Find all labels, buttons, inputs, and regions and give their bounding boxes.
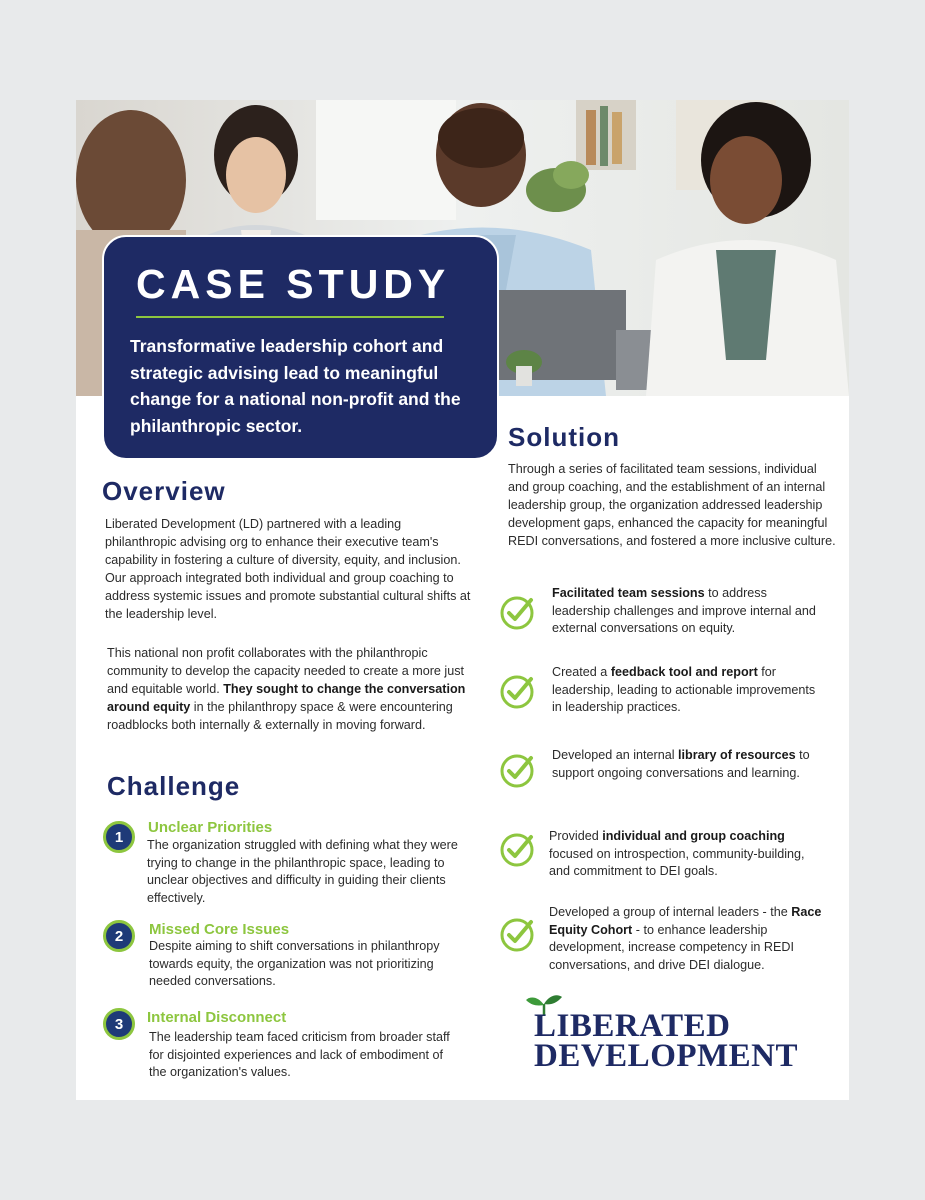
overview-paragraph-2 [107, 644, 473, 734]
solution-item-5-bold: Race Equity Cohort [549, 905, 822, 937]
challenge-text-2: Despite aiming to shift conversations in philanthropy towards equity, the organization was not prioritizing needed conversations. [149, 939, 440, 988]
solution-item-5-pre: Developed a group of internal leaders - the [549, 905, 792, 919]
overview-paragraph-1: Liberated Development (LD) partnered with a leading philanthropic advising org to enhance their executive team's capability in fostering a culture of diversity, equity, and inclusion. Our approach integrated both individual and group coaching to address systemic issues and promote substantial cultural shifts at the leadership level. [105, 517, 471, 621]
check-circle-icon [498, 915, 536, 953]
challenge-number-1: 1 [103, 821, 135, 853]
solution-item-1-post: to address leadership challenges and improve internal and external conversations on equity. [552, 586, 816, 635]
challenge-number-3: 3 [103, 1008, 135, 1040]
check-circle-icon [498, 593, 536, 631]
case-study-subtitle: Transformative leadership cohort and strategic advising lead to meaningful change for a national non-profit and the philanthropic sector. [130, 336, 461, 436]
challenge-text-3: The leadership team faced criticism from broader staff for disjointed experiences and lack of embodiment of the organization's values. [149, 1030, 450, 1079]
solution-item-2-post: for leadership, leading to actionable improvements in leadership practices. [552, 665, 816, 714]
title-box [102, 235, 499, 460]
solution-item-4-bold: individual and group coaching [602, 829, 785, 843]
solution-item-2-pre: Created a [552, 665, 611, 679]
solution-item-5-post: - to enhance leadership development, increase competency in REDI conversations, and drive DEI dialogue. [549, 922, 795, 972]
solution-item-2 [552, 664, 827, 717]
solution-item-4 [549, 828, 824, 881]
challenge-number-2: 2 [103, 920, 135, 952]
solution-item-4-pre: Provided [549, 829, 603, 843]
solution-intro: Through a series of facilitated team sessions, individual and group coaching, and the establishment of an internal leadership group, the organization addressed leadership development gaps, enhanced the capacity for meaningful REDI conversations, and fostered a more inclusive culture. [508, 462, 836, 548]
solution-item-1 [552, 585, 827, 638]
solution-heading: Solution [508, 422, 620, 452]
overview-heading: Overview [102, 476, 226, 506]
solution-item-5 [549, 904, 839, 974]
solution-item-3 [552, 747, 827, 782]
challenge-text-1: The organization struggled with defining what they were trying to change in the philanthropic space, leading to unclear objectives and difficulty in guiding their clients effectively. [147, 838, 458, 905]
solution-item-3-pre: Developed an internal [552, 748, 679, 762]
overview-paragraph-2-end: in the philanthropy space & were encountering roadblocks both internally & externally in moving forward. [107, 700, 453, 732]
solution-item-1-bold: Facilitated team sessions [552, 586, 705, 600]
solution-item-3-post: to support ongoing conversations and learning. [552, 748, 810, 780]
overview-paragraph-2-bold: They sought to change the conversation around equity [107, 682, 466, 714]
logo-line-2: DEVELOPMENT [534, 1038, 799, 1074]
liberated-development-logo [534, 996, 824, 1076]
solution-item-4-post: focused on introspection, community-building, and commitment to DEI goals. [549, 846, 805, 878]
challenge-heading: Challenge [107, 771, 241, 801]
logo-line-1: LIBERATED [534, 1008, 731, 1044]
challenge-title-3: Internal Disconnect [147, 1009, 287, 1026]
challenge-title-2: Missed Core Issues [149, 921, 290, 938]
challenge-title-1: Unclear Priorities [148, 819, 273, 836]
title-divider [136, 316, 444, 318]
check-circle-icon [498, 672, 536, 710]
solution-item-3-bold: library of resources [678, 748, 796, 762]
check-circle-icon [498, 751, 536, 789]
case-study-page [76, 100, 849, 1100]
case-study-title: CASE STUDY [136, 261, 451, 307]
overview-paragraph-2-start: This national non profit collaborates with the philanthropic community to develop the capacity needed to create a more just and equitable world. [107, 646, 465, 696]
solution-item-2-bold: feedback tool and report [610, 665, 758, 679]
check-circle-icon [498, 830, 536, 868]
